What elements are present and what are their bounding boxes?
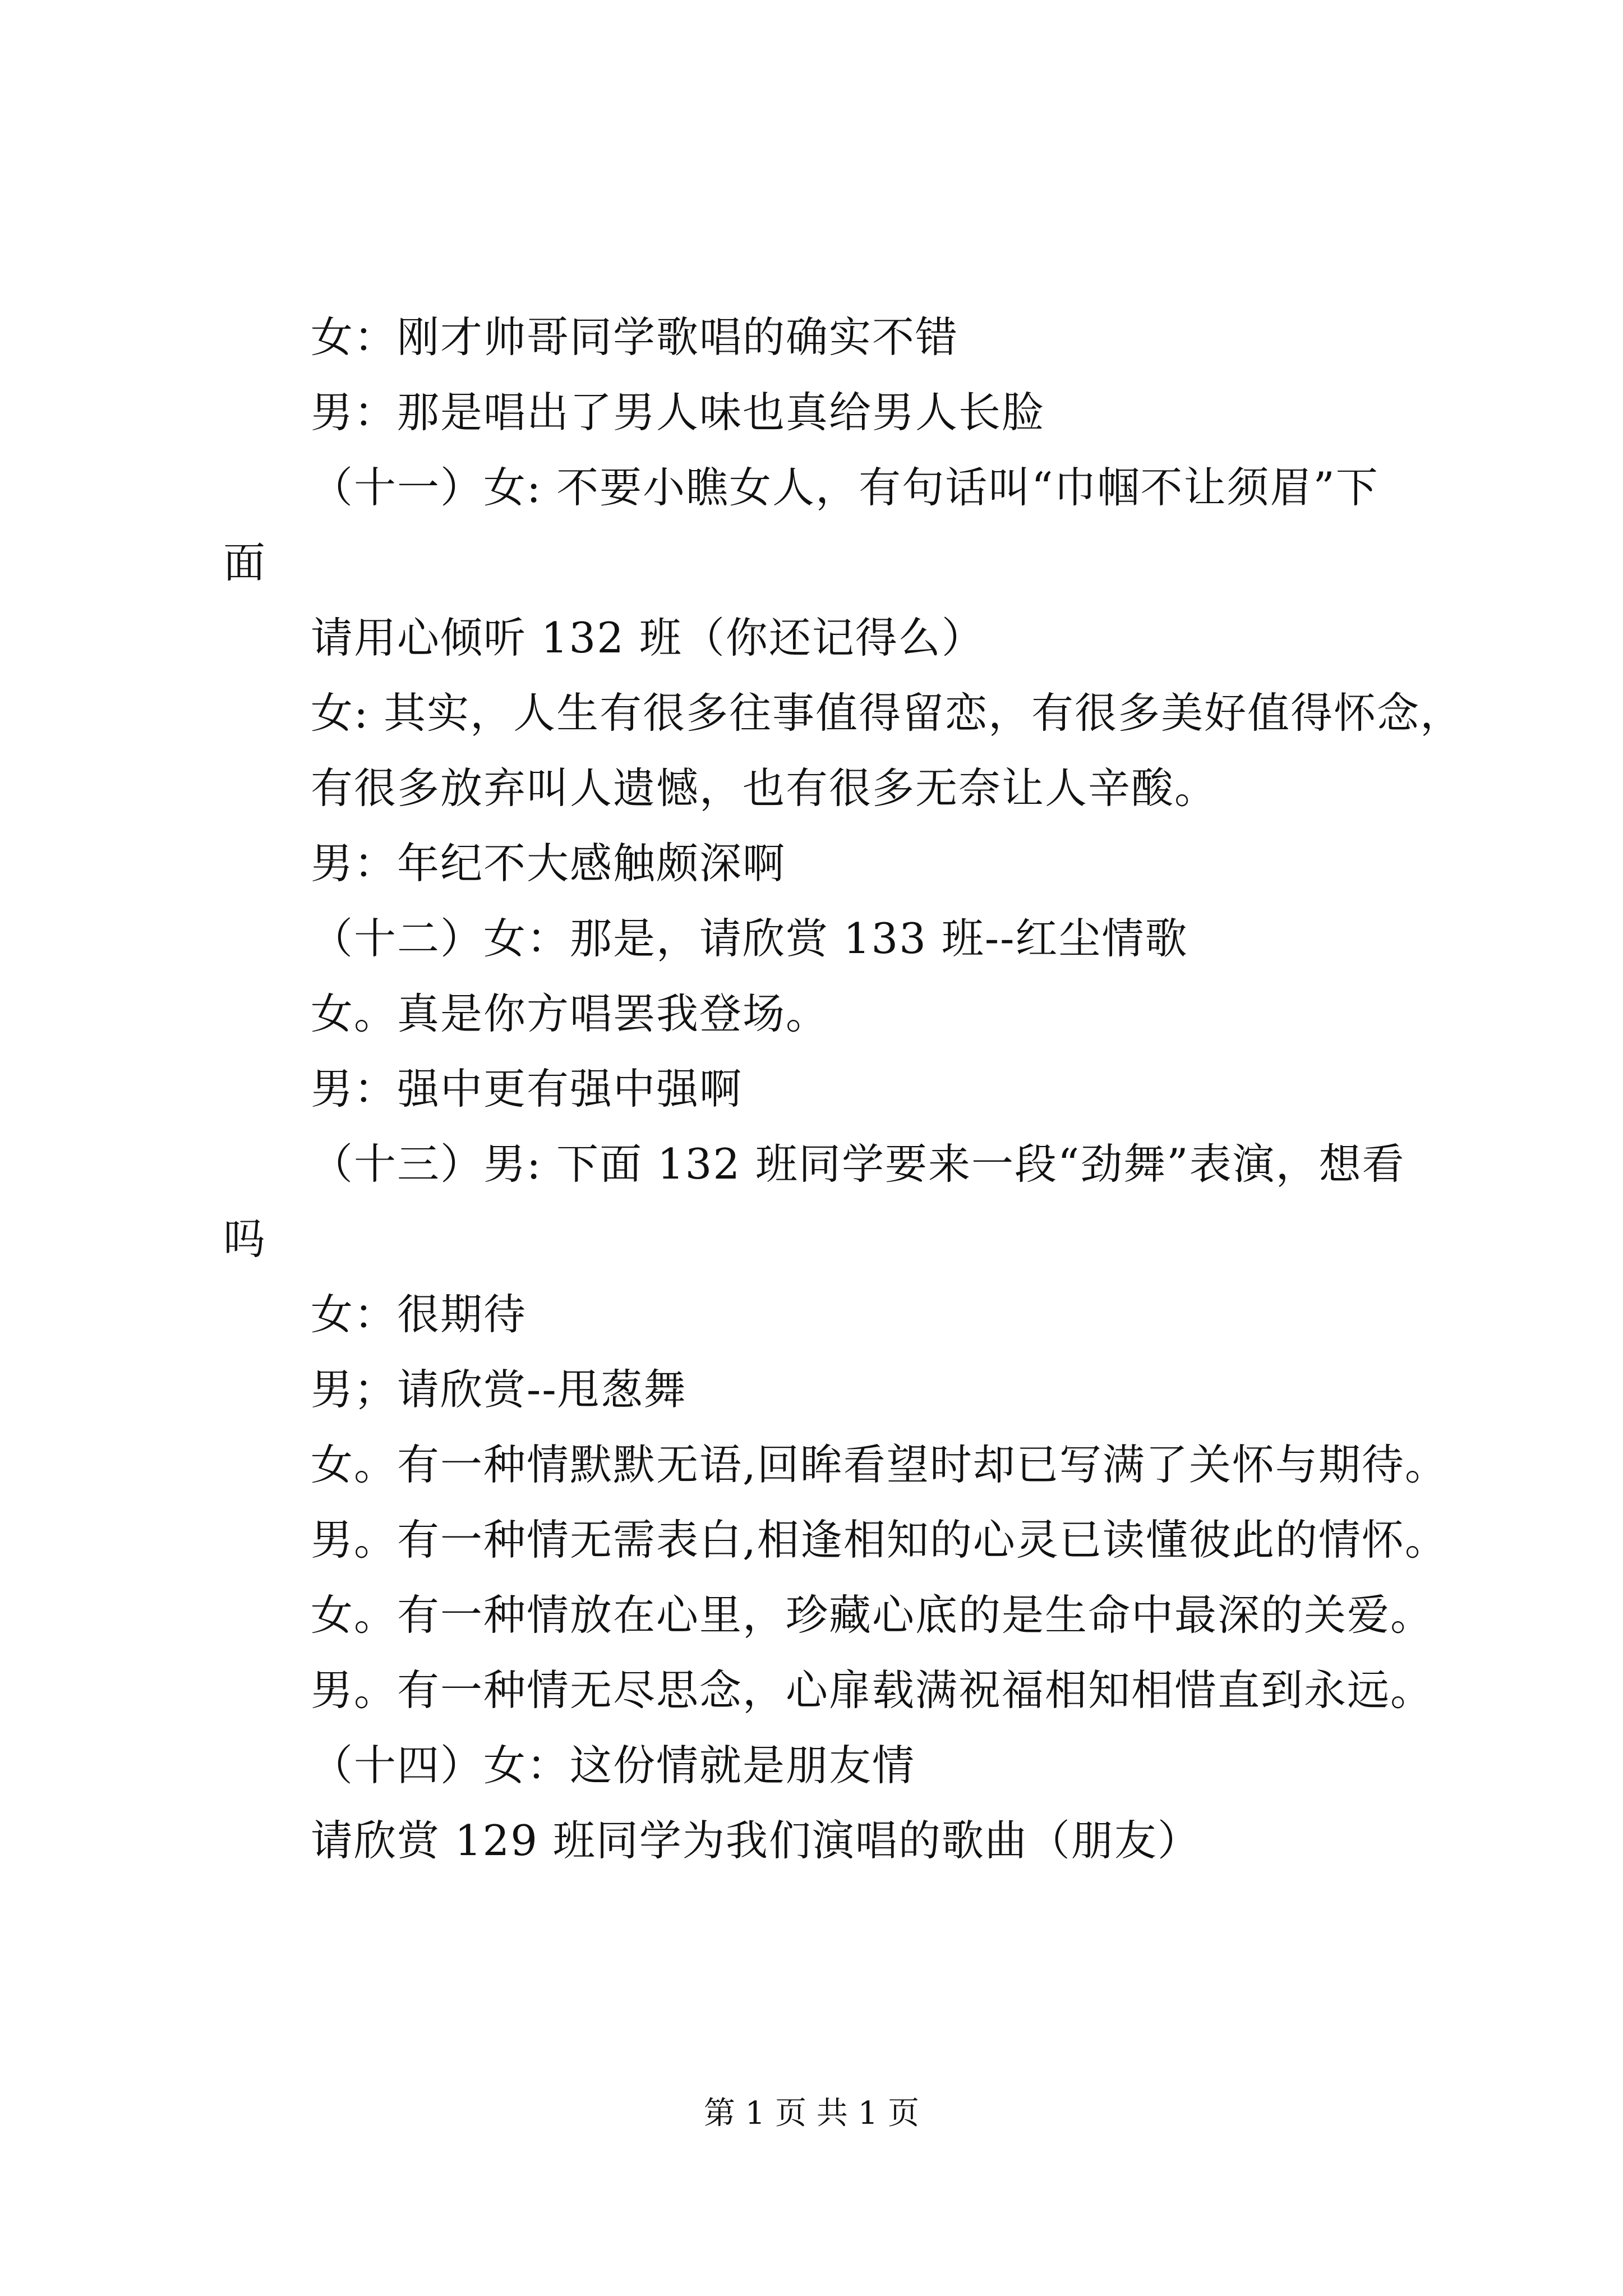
text-line: 女。真是你方唱罢我登场。 [311,989,829,1038]
text-line: 请欣赏 129 班同学为我们演唱的歌曲（朋友） [311,1816,1201,1865]
text-line: 女: 其实，人生有很多往事值得留恋，有很多美好值得怀念， [311,688,1464,738]
text-line: 女。有一种情放在心里，珍藏心底的是生命中最深的关爱。 [311,1590,1434,1640]
text-line: 请用心倾听 132 班（你还记得么） [311,613,985,662]
text-line: 吗 [223,1214,267,1264]
page-footer: 第 1 页 共 1 页 [703,2095,920,2132]
text-line: 男：年纪不大感触颇深啊 [311,839,786,888]
text-line: 男。有一种情无需表白,相逢相知的心灵已读懂彼此的情怀。 [311,1515,1448,1565]
text-line: 男：强中更有强中强啊 [311,1064,743,1114]
text-line: （十一）女: 不要小瞧女人，有句话叫“巾帼不让须眉”下 [311,463,1379,512]
text-line: 女：很期待 [311,1290,527,1339]
text-line: 有很多放弃叫人遗憾，也有很多无奈让人辛酸。 [311,763,1218,813]
text-line: （十二）女：那是，请欣赏 133 班--红尘情歌 [311,914,1188,963]
text-line: 男；请欣赏--甩葱舞 [311,1365,687,1414]
text-line: （十四）女：这份情就是朋友情 [311,1741,916,1790]
text-line: （十三）男: 下面 132 班同学要来一段“劲舞”表演，想看 [311,1139,1405,1189]
text-line: 男：那是唱出了男人味也真给男人长脸 [311,388,1045,437]
text-line: 女。有一种情默默无语,回眸看望时却已写满了关怀与期待。 [311,1440,1448,1489]
text-line: 女：刚才帅哥同学歌唱的确实不错 [311,312,959,362]
text-line: 面 [223,538,267,587]
document-body [223,300,1464,1878]
text-line: 男。有一种情无尽思念，心扉载满祝福相知相惜直到永远。 [311,1665,1434,1715]
